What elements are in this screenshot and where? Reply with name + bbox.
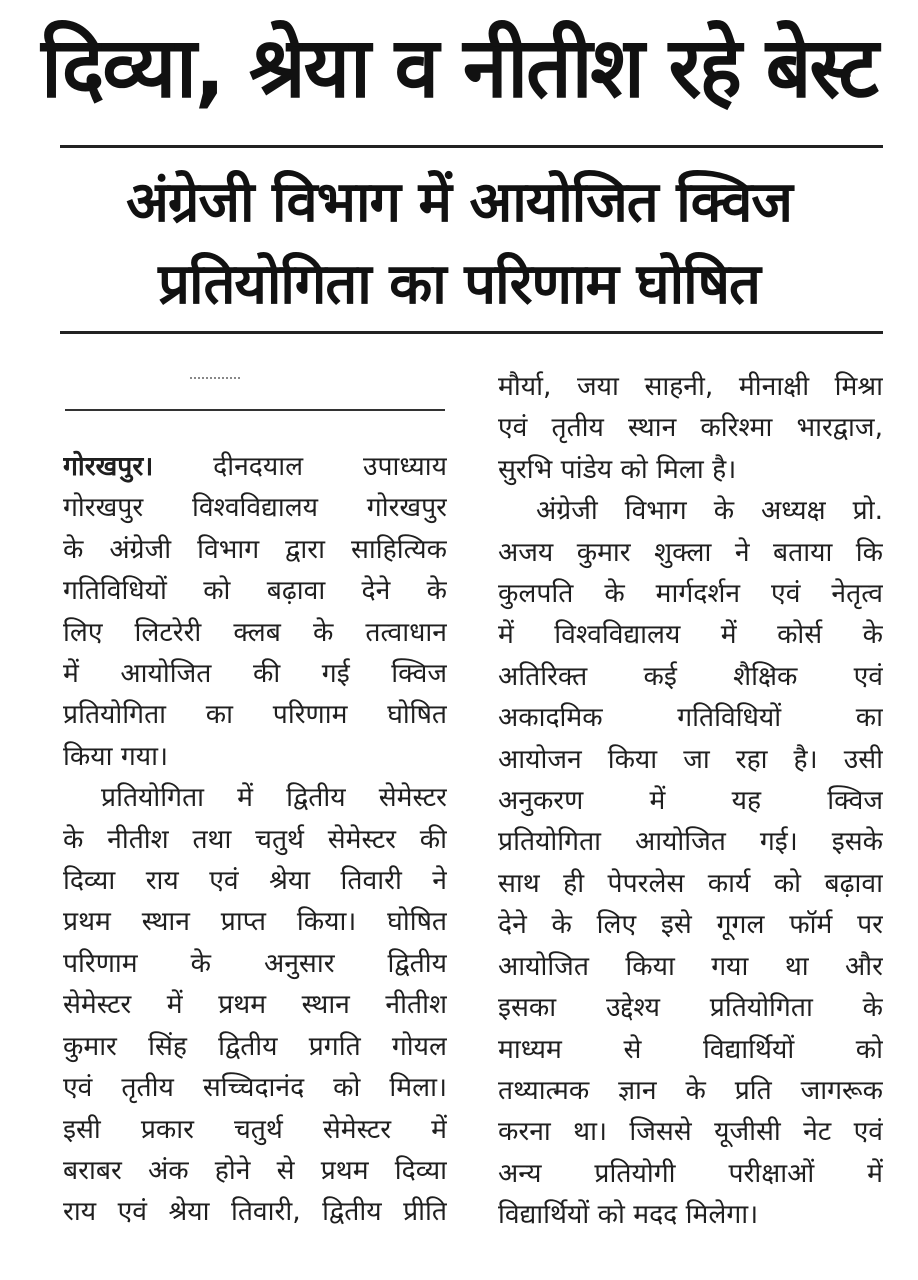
article-line: इसका उद्देश्य प्रतियोगिता के	[498, 992, 883, 1024]
article-line: प्रतियोगिता में द्वितीय सेमेस्टर	[101, 782, 447, 814]
subheadline-line-1: अंग्रेजी विभाग में आयोजित क्विज	[126, 170, 792, 235]
article-line: के अंग्रेजी विभाग द्वारा साहित्यिक	[63, 533, 447, 565]
subheadline-divider	[60, 331, 883, 334]
article-line: गतिविधियों को बढ़ावा देने के	[63, 575, 447, 607]
article-line: अनुकरण में यह क्विज	[498, 785, 883, 817]
article-right-column	[498, 366, 883, 1236]
subheadline-line-2: प्रतियोगिता का परिणाम घोषित	[158, 252, 760, 317]
article-line: प्रथम स्थान प्राप्त किया। घोषित	[63, 906, 447, 938]
dateline: गोरखपुर।	[63, 451, 154, 482]
article-line: अजय कुमार शुक्ला ने बताया कि	[498, 536, 883, 568]
article-line: में विश्वविद्यालय में कोर्स के	[498, 619, 883, 651]
article-line: अंग्रेजी विभाग के अध्यक्ष प्रो.	[536, 495, 883, 527]
article-line: एवं तृतीय स्थान करिश्मा भारद्वाज,	[498, 412, 883, 444]
headline: दिव्या, श्रेया व नीतीश रहे बेस्ट	[41, 18, 877, 117]
article-line: देने के लिए इसे गूगल फॉर्म पर	[498, 909, 883, 941]
article-line: गोरखपुर विश्वविद्यालय गोरखपुर	[63, 492, 447, 524]
article-line: करना था। जिससे यूजीसी नेट एवं	[498, 1116, 883, 1148]
article-line: मौर्या, जया साहनी, मीनाक्षी मिश्रा	[498, 371, 883, 402]
article-line: तथ्यात्मक ज्ञान के प्रति जागरूक	[498, 1074, 883, 1106]
article-line: आयोजित किया गया था और	[498, 950, 883, 982]
column-divider	[65, 409, 445, 411]
article-line: एवं तृतीय सच्चिदानंद को मिला।	[63, 1072, 447, 1104]
article-line: आयोजन किया जा रहा है। उसी	[498, 743, 883, 775]
article-line: कुमार सिंह द्वितीय प्रगति गोयल	[63, 1030, 447, 1062]
article-line: प्रतियोगिता का परिणाम घोषित	[63, 699, 447, 731]
article-line: अन्य प्रतियोगी परीक्षाओं में	[498, 1157, 883, 1189]
article-line: सुरभि पांडेय को मिला है।	[498, 453, 737, 485]
article-line: किया गया।	[63, 740, 169, 772]
article-line: अकादमिक गतिविधियों का	[498, 702, 883, 734]
article-line: गोरखपुर। दीनदयाल उपाध्याय	[63, 451, 447, 482]
article-line: बराबर अंक होने से प्रथम दिव्या	[63, 1154, 447, 1186]
article-line: माध्यम से विद्यार्थियों को	[498, 1033, 883, 1065]
decorative-dash	[190, 377, 240, 381]
article-line: साथ ही पेपरलेस कार्य को बढ़ावा	[498, 867, 883, 899]
article-left-column	[63, 446, 447, 1233]
article-line: राय एवं श्रेया तिवारी, द्वितीय प्रीति	[63, 1196, 447, 1228]
article-line: लिए लिटरेरी क्लब के तत्वाधान	[63, 616, 447, 648]
article-line: विद्यार्थियों को मदद मिलेगा।	[498, 1199, 759, 1231]
article-line: दिव्या राय एवं श्रेया तिवारी ने	[63, 865, 447, 897]
article-line: प्रतियोगिता आयोजित गई। इसके	[498, 826, 883, 858]
article-line: इसी प्रकार चतुर्थ सेमेस्टर में	[63, 1113, 447, 1145]
article-line: सेमेस्टर में प्रथम स्थान नीतीश	[63, 989, 447, 1021]
article-line: में आयोजित की गई क्विज	[63, 658, 447, 690]
article-line: के नीतीश तथा चतुर्थ सेमेस्टर की	[63, 823, 447, 855]
headline-divider	[60, 145, 883, 148]
article-line: अतिरिक्त कई शैक्षिक एवं	[498, 660, 883, 692]
article-line: परिणाम के अनुसार द्वितीय	[63, 947, 447, 979]
article-line: कुलपति के मार्गदर्शन एवं नेतृत्व	[498, 578, 883, 610]
